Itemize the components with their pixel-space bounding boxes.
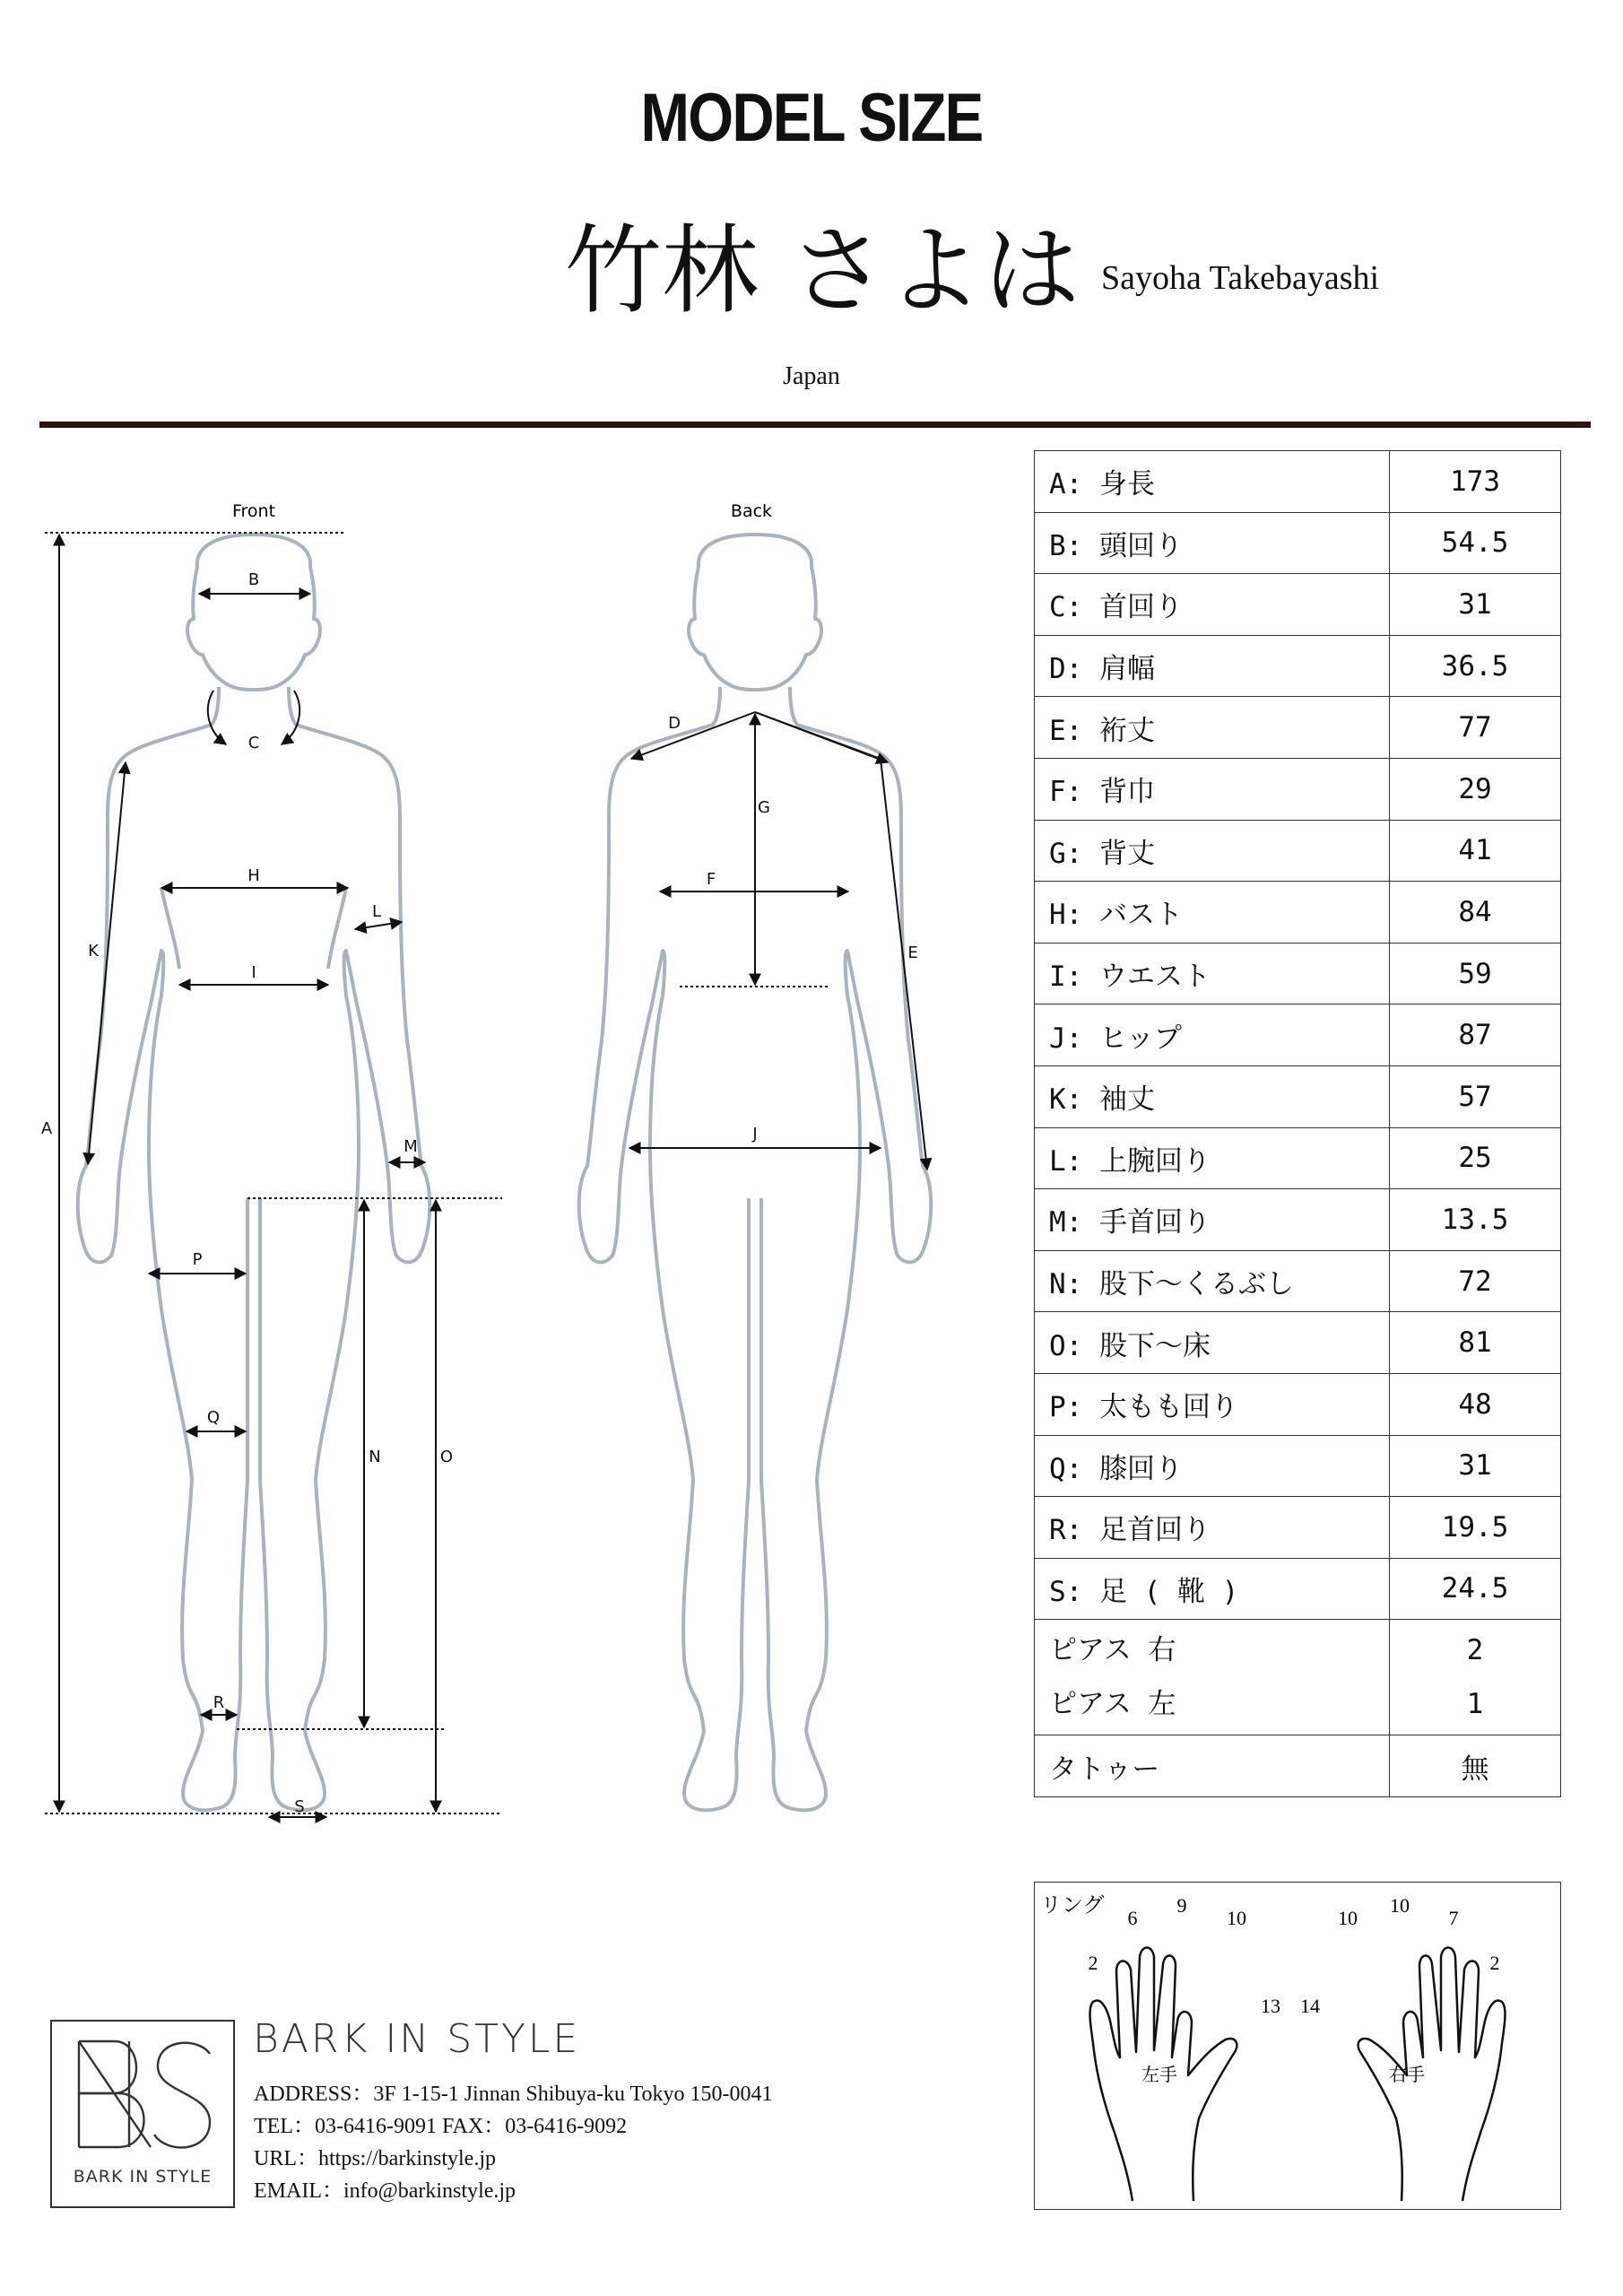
label-f: F bbox=[706, 870, 716, 889]
measurement-label: F: 背巾 bbox=[1035, 758, 1390, 820]
measurement-value: 77 bbox=[1390, 697, 1561, 759]
measurement-row bbox=[1035, 574, 1561, 636]
measurement-row bbox=[1035, 1497, 1561, 1559]
measurement-value: 81 bbox=[1390, 1312, 1561, 1374]
measurement-value: 24.5 bbox=[1390, 1558, 1561, 1620]
ring-left-ring: 6 bbox=[1127, 1907, 1138, 1929]
left-hand-label: 左手 bbox=[1141, 2064, 1177, 2085]
document-title: MODEL SIZE bbox=[640, 80, 983, 156]
body-measurement-diagram bbox=[0, 484, 1004, 1830]
measurement-value: 29 bbox=[1390, 758, 1561, 820]
front-figure bbox=[78, 535, 430, 1810]
measurement-label: J: ヒップ bbox=[1035, 1004, 1390, 1066]
model-country: Japan bbox=[783, 362, 840, 390]
measurement-label: I: ウエスト bbox=[1035, 943, 1390, 1004]
tattoo-label: タトゥー bbox=[1035, 1735, 1390, 1797]
label-q: Q bbox=[206, 1408, 221, 1427]
measurement-label: D: 肩幅 bbox=[1035, 635, 1390, 697]
ring-right-thumb: 14 bbox=[1300, 1995, 1320, 2017]
piercing-left-value: 1 bbox=[1466, 1688, 1484, 1721]
measurement-label: E: 裄丈 bbox=[1035, 697, 1390, 759]
company-url[interactable]: URL：https://barkinstyle.jp bbox=[254, 2147, 496, 2170]
measurement-row bbox=[1035, 1065, 1561, 1127]
ring-size-title: リング bbox=[1040, 1892, 1105, 1918]
measurement-value: 48 bbox=[1390, 1373, 1561, 1435]
measurement-row bbox=[1035, 882, 1561, 944]
measurement-row bbox=[1035, 758, 1561, 820]
ring-right-ring: 7 bbox=[1448, 1907, 1459, 1929]
measurement-value: 13.5 bbox=[1390, 1189, 1561, 1251]
piercing-values bbox=[1390, 1620, 1561, 1735]
piercing-labels bbox=[1035, 1620, 1390, 1735]
measurement-value: 54.5 bbox=[1390, 512, 1561, 574]
measurement-row bbox=[1035, 512, 1561, 574]
ring-right-index: 10 bbox=[1338, 1907, 1358, 1929]
tattoo-value: 無 bbox=[1390, 1735, 1561, 1797]
ring-left-pinky: 2 bbox=[1088, 1952, 1098, 1974]
back-view-label: Back bbox=[730, 501, 773, 521]
measurement-value: 41 bbox=[1390, 820, 1561, 882]
piercing-row bbox=[1035, 1620, 1561, 1735]
measurement-value: 72 bbox=[1390, 1250, 1561, 1312]
label-d: D bbox=[668, 714, 681, 733]
measurement-label: A: 身長 bbox=[1035, 451, 1390, 513]
piercing-right-value: 2 bbox=[1466, 1634, 1484, 1667]
tattoo-row bbox=[1035, 1735, 1561, 1797]
front-view-label: Front bbox=[231, 501, 276, 521]
measurement-label: H: バスト bbox=[1035, 882, 1390, 944]
header-divider bbox=[39, 422, 1591, 428]
label-o: O bbox=[439, 1448, 454, 1466]
label-s: S bbox=[294, 1797, 305, 1816]
measurement-row bbox=[1035, 1189, 1561, 1251]
company-email[interactable]: EMAIL：info@barkinstyle.jp bbox=[254, 2179, 516, 2203]
measurement-label: S: 足 ( 靴 ) bbox=[1035, 1558, 1390, 1620]
ring-right-pinky: 2 bbox=[1489, 1952, 1500, 1974]
measurement-row bbox=[1035, 1127, 1561, 1189]
measurement-label: O: 股下〜床 bbox=[1035, 1312, 1390, 1374]
model-name-english: Sayoha Takebayashi bbox=[1101, 259, 1380, 297]
right-hand-label: 右手 bbox=[1389, 2064, 1425, 2085]
measurement-label: Q: 膝回り bbox=[1035, 1435, 1390, 1497]
measurement-table bbox=[1034, 450, 1561, 1797]
label-m: M bbox=[404, 1137, 418, 1156]
measurement-row bbox=[1035, 1558, 1561, 1620]
measurement-lines bbox=[45, 533, 927, 1817]
company-address: ADDRESS：3F 1-15-1 Jinnan Shibuya-ku Tokyo 150-0041 bbox=[254, 2083, 773, 2106]
label-b: B bbox=[247, 570, 260, 589]
label-p: P bbox=[192, 1250, 203, 1269]
measurement-label: G: 背丈 bbox=[1035, 820, 1390, 882]
measurement-label: B: 頭回り bbox=[1035, 512, 1390, 574]
measurement-value: 36.5 bbox=[1390, 635, 1561, 697]
model-name-japanese: 竹林 さよは bbox=[565, 215, 1081, 327]
hands-diagram bbox=[1034, 1882, 1561, 2210]
company-name: BARK IN STYLE bbox=[253, 2016, 581, 2062]
label-c: C bbox=[247, 734, 260, 752]
ring-left-index: 10 bbox=[1227, 1907, 1246, 1929]
right-hand-outline bbox=[1358, 1948, 1506, 2202]
label-n: N bbox=[369, 1448, 381, 1466]
label-a: A bbox=[40, 1119, 53, 1138]
measurement-label: K: 袖丈 bbox=[1035, 1065, 1390, 1127]
ring-right-middle: 10 bbox=[1390, 1894, 1410, 1917]
ring-left-middle: 9 bbox=[1176, 1894, 1187, 1917]
measurement-label: R: 足首回り bbox=[1035, 1497, 1390, 1559]
measurement-value: 173 bbox=[1390, 451, 1561, 513]
label-k: K bbox=[88, 942, 99, 961]
measurement-label: P: 太もも回り bbox=[1035, 1373, 1390, 1435]
label-e: E bbox=[907, 944, 918, 962]
measurement-label: M: 手首回り bbox=[1035, 1189, 1390, 1251]
measurement-row bbox=[1035, 820, 1561, 882]
measurement-value: 19.5 bbox=[1390, 1497, 1561, 1559]
measurement-row bbox=[1035, 1373, 1561, 1435]
measurement-value: 57 bbox=[1390, 1065, 1561, 1127]
measurement-value: 25 bbox=[1390, 1127, 1561, 1189]
measurement-value: 84 bbox=[1390, 882, 1561, 944]
measurement-value: 31 bbox=[1390, 574, 1561, 636]
label-i: I bbox=[251, 963, 256, 982]
label-h: H bbox=[247, 866, 260, 885]
label-l: L bbox=[371, 902, 382, 921]
measurement-value: 59 bbox=[1390, 943, 1561, 1004]
measurement-label: C: 首回り bbox=[1035, 574, 1390, 636]
measurement-row bbox=[1035, 635, 1561, 697]
measurement-row bbox=[1035, 1435, 1561, 1497]
company-phone: TEL：03-6416-9091 FAX：03-6416-9092 bbox=[254, 2115, 628, 2138]
measurement-label: N: 股下〜くるぶし bbox=[1035, 1250, 1390, 1312]
logo-caption: BARK IN STYLE bbox=[73, 2167, 213, 2187]
measurement-row bbox=[1035, 1250, 1561, 1312]
piercing-right-label: ピアス 右 bbox=[1049, 1634, 1176, 1667]
measurement-row bbox=[1035, 697, 1561, 759]
label-g: G bbox=[758, 798, 770, 817]
measurement-value: 31 bbox=[1390, 1435, 1561, 1497]
measurement-row bbox=[1035, 451, 1561, 513]
label-j: J bbox=[752, 1125, 758, 1144]
ring-left-thumb: 13 bbox=[1261, 1995, 1280, 2017]
piercing-left-label: ピアス 左 bbox=[1049, 1688, 1176, 1721]
measurement-row bbox=[1035, 943, 1561, 1004]
measurement-label: L: 上腕回り bbox=[1035, 1127, 1390, 1189]
measurement-row bbox=[1035, 1004, 1561, 1066]
measurement-row bbox=[1035, 1312, 1561, 1374]
measurement-value: 87 bbox=[1390, 1004, 1561, 1066]
label-r: R bbox=[213, 1693, 225, 1712]
